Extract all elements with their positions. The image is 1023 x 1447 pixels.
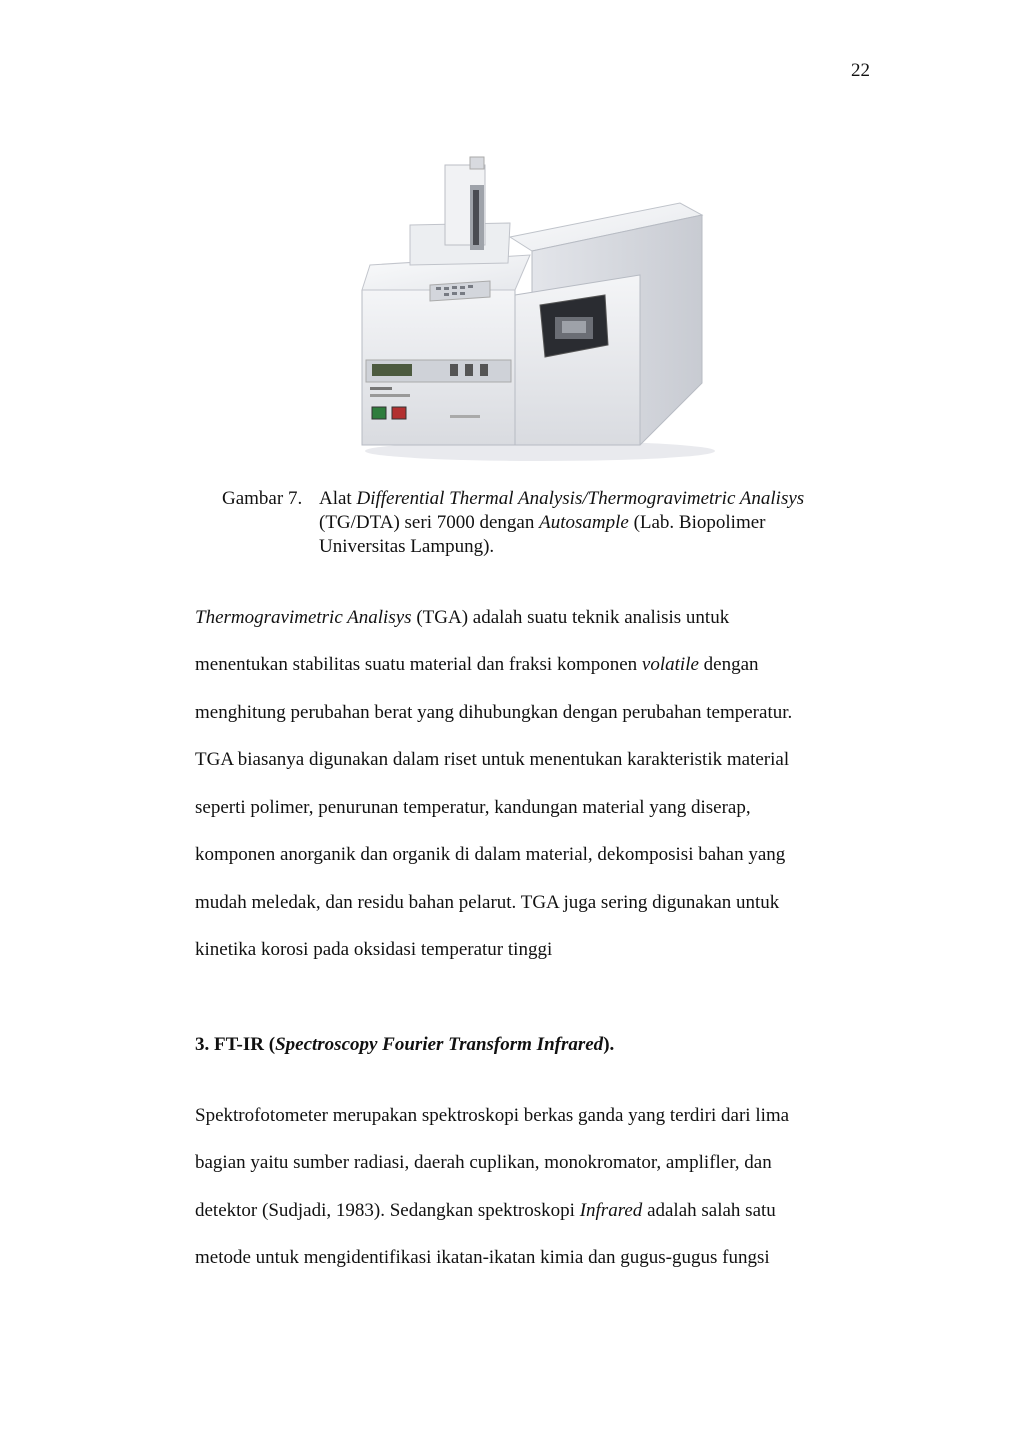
paragraph2-line-3	[195, 1200, 776, 1222]
italic-term: volatile	[641, 654, 699, 675]
figure-thermal-analyzer-photo	[340, 145, 734, 463]
paragraph-text: menentukan stabilitas suatu material dan fraksi komponen	[195, 654, 642, 675]
paragraph-text: dengan	[698, 654, 759, 675]
caption-italic-term: Autosample	[539, 512, 629, 533]
paragraph-text: detektor (Sudjadi, 1983). Sedangkan spektroskopi	[195, 1200, 580, 1221]
caption-line-3: Universitas Lampung).	[319, 536, 495, 557]
paragraph1-line-7: mudah meledak, dan residu bahan pelarut. TGA juga sering digunakan untuk	[195, 892, 780, 913]
page-number: 22	[851, 60, 870, 81]
caption-label: Gambar 7.	[222, 488, 303, 509]
italic-term: Infrared	[579, 1200, 643, 1221]
caption-text: (Lab. Biopolimer	[628, 512, 766, 533]
paragraph1-line-2	[195, 654, 759, 676]
section-heading-ftir	[195, 1034, 614, 1056]
caption-line-2	[319, 511, 765, 535]
paragraph1-line-4: TGA biasanya digunakan dalam riset untuk menentukan karakteristik material	[195, 749, 790, 770]
caption-italic-term: Differential Thermal Analysis/Thermogravimetric Analisys	[356, 488, 805, 509]
caption-line-1	[319, 487, 804, 511]
caption-text: Alat	[319, 488, 357, 509]
paragraph2-line-2: bagian yaitu sumber radiasi, daerah cuplikan, monokromator, amplifler, dan	[195, 1152, 772, 1173]
paragraph1-line-5: seperti polimer, penurunan temperatur, kandungan material yang diserap,	[195, 797, 751, 818]
caption-text: (TG/DTA) seri 7000 dengan	[319, 512, 540, 533]
italic-term: Thermogravimetric Analisys	[195, 607, 412, 628]
paragraph-text: (TGA) adalah suatu teknik analisis untuk	[411, 607, 730, 628]
paragraph1-line-3: menghitung perubahan berat yang dihubungkan dengan perubahan temperatur.	[195, 702, 793, 723]
heading-text: ).	[603, 1034, 615, 1055]
paragraph1-line-6: komponen anorganik dan organik di dalam material, dekomposisi bahan yang	[195, 844, 786, 865]
heading-italic-term: Spectroscopy Fourier Transform Infrared	[275, 1034, 604, 1055]
paragraph2-line-4: metode untuk mengidentifikasi ikatan-ikatan kimia dan gugus-gugus fungsi	[195, 1247, 770, 1268]
paragraph2-line-1: Spektrofotometer merupakan spektroskopi berkas ganda yang terdiri dari lima	[195, 1105, 790, 1126]
paragraph-text: adalah salah satu	[642, 1200, 776, 1221]
heading-text: 3. FT-IR (	[195, 1034, 276, 1055]
paragraph1-line-1	[195, 607, 729, 629]
paragraph1-line-8: kinetika korosi pada oksidasi temperatur tinggi	[195, 939, 553, 960]
thermal-analyzer-illustration	[340, 145, 734, 463]
